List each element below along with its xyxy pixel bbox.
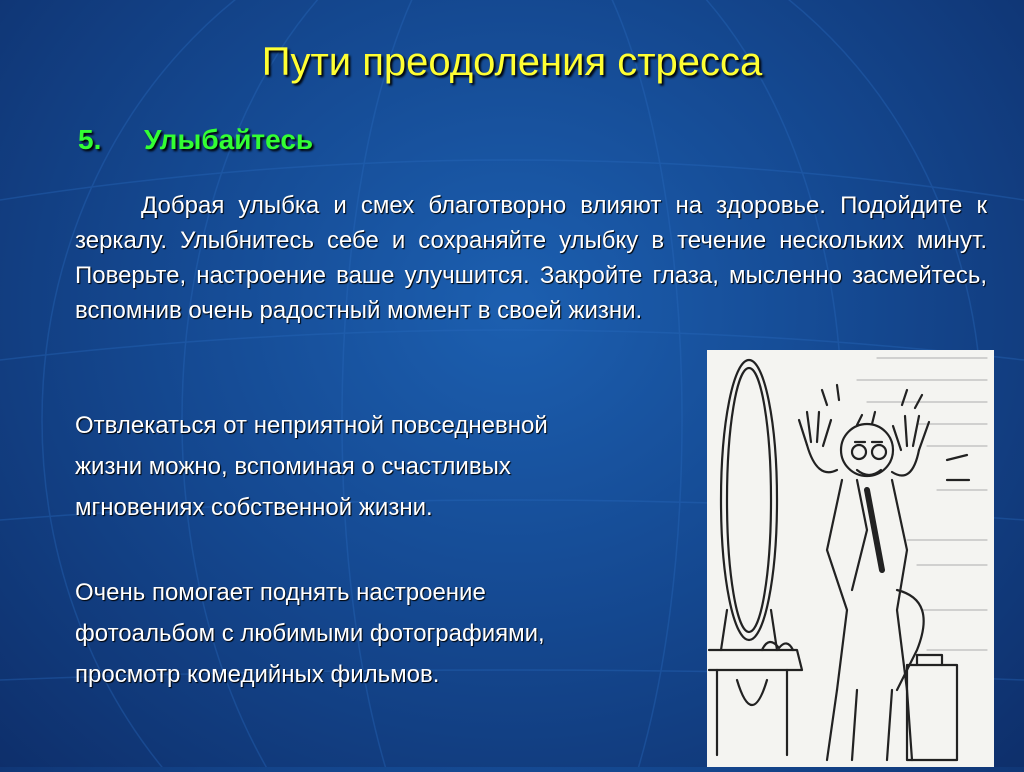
text-line: фотоальбом с любимыми фотографиями, [75,620,545,647]
man-at-mirror-illustration [707,350,994,767]
main-paragraph: Добрая улыбка и смех благотворно влияют на здоровье. Подойдите к зеркалу. Улыбнитесь себе и сохраняйте улыбку в течение нескольких минут. Поверьте, настроение ваше улучшится. Закройте глаза, мысленно засмейтесь, вспомнив очень радостный момент в своей жизни. [75,192,987,324]
section-heading [78,124,313,156]
text-line: мгновениях собственной жизни. [75,494,433,521]
text-line: просмотр комедийных фильмов. [75,661,440,688]
text-block-photos [75,572,675,695]
section-number: 5. [78,124,102,155]
text-line: Очень помогает поднять настроение [75,579,486,606]
man-making-faces-at-mirror-drawing [707,350,994,767]
text-block-memories [75,405,675,528]
slide-title: Пути преодоления стресса [261,40,763,84]
text-line: Отвлекаться от неприятной повседневной [75,412,548,439]
text-line: жизни можно, вспоминая о счастливых [75,453,511,480]
section-title: Улыбайтесь [144,124,314,155]
